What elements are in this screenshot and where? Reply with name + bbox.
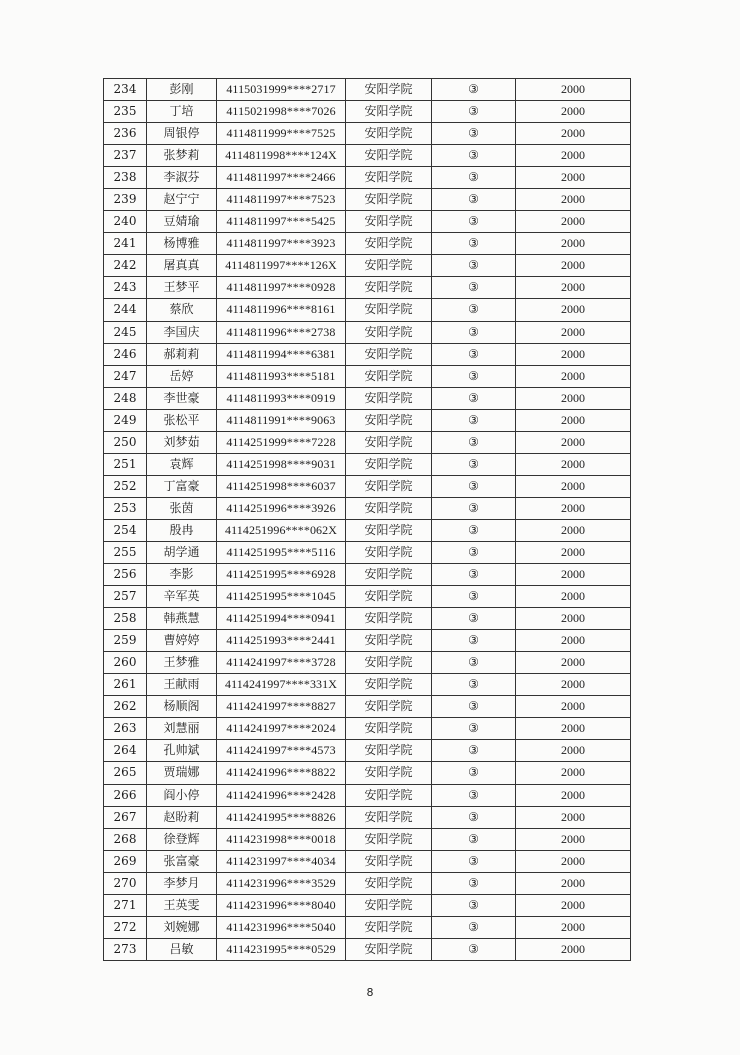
id-number-cell: 4114251995****6928 [217,564,346,586]
level-mark-cell: ③ [432,894,516,916]
row-number-cell: 265 [104,762,147,784]
student-name-cell: 张富豪 [147,850,217,872]
amount-cell: 2000 [516,343,631,365]
student-name-cell: 屠真真 [147,255,217,277]
level-mark-cell: ③ [432,784,516,806]
table-row [104,255,631,277]
table-row [104,696,631,718]
amount-cell: 2000 [516,79,631,101]
amount-cell: 2000 [516,608,631,630]
id-number-cell: 4114251998****9031 [217,453,346,475]
row-number-cell: 269 [104,850,147,872]
student-name-cell: 杨顺阁 [147,696,217,718]
table-row [104,145,631,167]
student-name-cell: 韩燕慧 [147,608,217,630]
student-name-cell: 张茵 [147,497,217,519]
amount-cell: 2000 [516,718,631,740]
level-mark-cell: ③ [432,233,516,255]
amount-cell: 2000 [516,630,631,652]
id-number-cell: 4114251994****0941 [217,608,346,630]
amount-cell: 2000 [516,475,631,497]
school-name-cell: 安阳学院 [346,740,432,762]
table-row [104,894,631,916]
amount-cell: 2000 [516,938,631,960]
id-number-cell: 4114811993****5181 [217,365,346,387]
row-number-cell: 251 [104,453,147,475]
level-mark-cell: ③ [432,79,516,101]
student-name-cell: 丁富豪 [147,475,217,497]
amount-cell: 2000 [516,101,631,123]
amount-cell: 2000 [516,806,631,828]
row-number-cell: 250 [104,431,147,453]
row-number-cell: 258 [104,608,147,630]
school-name-cell: 安阳学院 [346,762,432,784]
table-row [104,409,631,431]
row-number-cell: 270 [104,872,147,894]
level-mark-cell: ③ [432,608,516,630]
level-mark-cell: ③ [432,101,516,123]
level-mark-cell: ③ [432,475,516,497]
id-number-cell: 4114251995****5116 [217,541,346,563]
table-row [104,718,631,740]
row-number-cell: 242 [104,255,147,277]
level-mark-cell: ③ [432,564,516,586]
level-mark-cell: ③ [432,696,516,718]
row-number-cell: 264 [104,740,147,762]
id-number-cell: 4114811999****7525 [217,123,346,145]
row-number-cell: 263 [104,718,147,740]
school-name-cell: 安阳学院 [346,189,432,211]
student-name-cell: 王英雯 [147,894,217,916]
student-name-cell: 贾瑞娜 [147,762,217,784]
table-row [104,475,631,497]
student-name-cell: 胡学通 [147,541,217,563]
table-row [104,387,631,409]
level-mark-cell: ③ [432,321,516,343]
amount-cell: 2000 [516,696,631,718]
table-row [104,608,631,630]
id-number-cell: 4114241995****8826 [217,806,346,828]
id-number-cell: 4114241997****331X [217,674,346,696]
row-number-cell: 271 [104,894,147,916]
amount-cell: 2000 [516,762,631,784]
school-name-cell: 安阳学院 [346,365,432,387]
school-name-cell: 安阳学院 [346,409,432,431]
school-name-cell: 安阳学院 [346,497,432,519]
table-row [104,189,631,211]
row-number-cell: 261 [104,674,147,696]
id-number-cell: 4114241997****8827 [217,696,346,718]
school-name-cell: 安阳学院 [346,850,432,872]
school-name-cell: 安阳学院 [346,299,432,321]
row-number-cell: 253 [104,497,147,519]
school-name-cell: 安阳学院 [346,211,432,233]
level-mark-cell: ③ [432,431,516,453]
level-mark-cell: ③ [432,630,516,652]
student-name-cell: 彭刚 [147,79,217,101]
student-name-cell: 袁辉 [147,453,217,475]
student-name-cell: 丁培 [147,101,217,123]
level-mark-cell: ③ [432,519,516,541]
student-name-cell: 蔡欣 [147,299,217,321]
school-name-cell: 安阳学院 [346,696,432,718]
student-name-cell: 曹婷婷 [147,630,217,652]
id-number-cell: 4114231998****0018 [217,828,346,850]
amount-cell: 2000 [516,409,631,431]
row-number-cell: 235 [104,101,147,123]
id-number-cell: 4114251996****062X [217,519,346,541]
row-number-cell: 262 [104,696,147,718]
id-number-cell: 4114231996****8040 [217,894,346,916]
student-table [103,78,631,961]
id-number-cell: 4114811996****8161 [217,299,346,321]
amount-cell: 2000 [516,564,631,586]
amount-cell: 2000 [516,519,631,541]
level-mark-cell: ③ [432,740,516,762]
id-number-cell: 4114241996****2428 [217,784,346,806]
student-name-cell: 吕敏 [147,938,217,960]
row-number-cell: 256 [104,564,147,586]
school-name-cell: 安阳学院 [346,564,432,586]
row-number-cell: 240 [104,211,147,233]
table-row [104,277,631,299]
row-number-cell: 249 [104,409,147,431]
level-mark-cell: ③ [432,828,516,850]
school-name-cell: 安阳学院 [346,167,432,189]
amount-cell: 2000 [516,586,631,608]
level-mark-cell: ③ [432,409,516,431]
table-row [104,674,631,696]
amount-cell: 2000 [516,167,631,189]
level-mark-cell: ③ [432,541,516,563]
level-mark-cell: ③ [432,652,516,674]
student-name-cell: 郝莉莉 [147,343,217,365]
level-mark-cell: ③ [432,453,516,475]
id-number-cell: 4114251993****2441 [217,630,346,652]
table-row [104,519,631,541]
row-number-cell: 246 [104,343,147,365]
school-name-cell: 安阳学院 [346,277,432,299]
amount-cell: 2000 [516,850,631,872]
amount-cell: 2000 [516,277,631,299]
student-name-cell: 李影 [147,564,217,586]
amount-cell: 2000 [516,123,631,145]
amount-cell: 2000 [516,321,631,343]
amount-cell: 2000 [516,387,631,409]
id-number-cell: 4114811997****126X [217,255,346,277]
amount-cell: 2000 [516,211,631,233]
school-name-cell: 安阳学院 [346,608,432,630]
school-name-cell: 安阳学院 [346,145,432,167]
school-name-cell: 安阳学院 [346,916,432,938]
table-row [104,123,631,145]
level-mark-cell: ③ [432,343,516,365]
school-name-cell: 安阳学院 [346,630,432,652]
page-number: 8 [366,986,374,999]
student-name-cell: 刘婉娜 [147,916,217,938]
row-number-cell: 236 [104,123,147,145]
row-number-cell: 260 [104,652,147,674]
student-name-cell: 辛军英 [147,586,217,608]
school-name-cell: 安阳学院 [346,541,432,563]
id-number-cell: 4114231996****3529 [217,872,346,894]
level-mark-cell: ③ [432,277,516,299]
row-number-cell: 266 [104,784,147,806]
table-row [104,916,631,938]
id-number-cell: 4114811996****2738 [217,321,346,343]
amount-cell: 2000 [516,453,631,475]
school-name-cell: 安阳学院 [346,894,432,916]
student-name-cell: 李淑芬 [147,167,217,189]
table-row [104,938,631,960]
student-name-cell: 王梦雅 [147,652,217,674]
amount-cell: 2000 [516,541,631,563]
id-number-cell: 4115031999****2717 [217,79,346,101]
row-number-cell: 267 [104,806,147,828]
table-row [104,762,631,784]
amount-cell: 2000 [516,828,631,850]
row-number-cell: 245 [104,321,147,343]
amount-cell: 2000 [516,894,631,916]
school-name-cell: 安阳学院 [346,938,432,960]
amount-cell: 2000 [516,740,631,762]
table-row [104,652,631,674]
student-name-cell: 孔帅斌 [147,740,217,762]
id-number-cell: 4114811997****5425 [217,211,346,233]
amount-cell: 2000 [516,145,631,167]
student-name-cell: 张松平 [147,409,217,431]
school-name-cell: 安阳学院 [346,255,432,277]
id-number-cell: 4114231996****5040 [217,916,346,938]
id-number-cell: 4115021998****7026 [217,101,346,123]
amount-cell: 2000 [516,255,631,277]
school-name-cell: 安阳学院 [346,828,432,850]
level-mark-cell: ③ [432,762,516,784]
student-name-cell: 徐登辉 [147,828,217,850]
row-number-cell: 272 [104,916,147,938]
amount-cell: 2000 [516,431,631,453]
student-name-cell: 李世豪 [147,387,217,409]
id-number-cell: 4114811997****2466 [217,167,346,189]
table-row [104,321,631,343]
school-name-cell: 安阳学院 [346,519,432,541]
amount-cell: 2000 [516,652,631,674]
table-row [104,233,631,255]
level-mark-cell: ③ [432,718,516,740]
student-name-cell: 殷冉 [147,519,217,541]
amount-cell: 2000 [516,784,631,806]
amount-cell: 2000 [516,233,631,255]
level-mark-cell: ③ [432,123,516,145]
row-number-cell: 273 [104,938,147,960]
table-body [104,79,631,961]
student-name-cell: 李国庆 [147,321,217,343]
school-name-cell: 安阳学院 [346,586,432,608]
level-mark-cell: ③ [432,255,516,277]
row-number-cell: 254 [104,519,147,541]
table-row [104,740,631,762]
id-number-cell: 4114811997****3923 [217,233,346,255]
row-number-cell: 257 [104,586,147,608]
student-name-cell: 岳婷 [147,365,217,387]
student-name-cell: 豆婧瑜 [147,211,217,233]
table-row [104,365,631,387]
table-row [104,541,631,563]
id-number-cell: 4114811998****124X [217,145,346,167]
level-mark-cell: ③ [432,938,516,960]
id-number-cell: 4114811997****7523 [217,189,346,211]
school-name-cell: 安阳学院 [346,321,432,343]
table-row [104,453,631,475]
table-row [104,211,631,233]
id-number-cell: 4114231995****0529 [217,938,346,960]
id-number-cell: 4114241997****2024 [217,718,346,740]
id-number-cell: 4114811991****9063 [217,409,346,431]
row-number-cell: 243 [104,277,147,299]
level-mark-cell: ③ [432,211,516,233]
amount-cell: 2000 [516,365,631,387]
level-mark-cell: ③ [432,674,516,696]
table-row [104,872,631,894]
id-number-cell: 4114241997****3728 [217,652,346,674]
school-name-cell: 安阳学院 [346,475,432,497]
level-mark-cell: ③ [432,872,516,894]
level-mark-cell: ③ [432,806,516,828]
school-name-cell: 安阳学院 [346,718,432,740]
student-name-cell: 赵盼莉 [147,806,217,828]
row-number-cell: 259 [104,630,147,652]
row-number-cell: 248 [104,387,147,409]
student-name-cell: 杨博雅 [147,233,217,255]
table-row [104,806,631,828]
level-mark-cell: ③ [432,145,516,167]
school-name-cell: 安阳学院 [346,806,432,828]
id-number-cell: 4114241997****4573 [217,740,346,762]
amount-cell: 2000 [516,299,631,321]
school-name-cell: 安阳学院 [346,233,432,255]
table-row [104,497,631,519]
row-number-cell: 237 [104,145,147,167]
row-number-cell: 255 [104,541,147,563]
table-row [104,299,631,321]
amount-cell: 2000 [516,674,631,696]
level-mark-cell: ③ [432,167,516,189]
table-row [104,784,631,806]
id-number-cell: 4114811993****0919 [217,387,346,409]
school-name-cell: 安阳学院 [346,674,432,696]
amount-cell: 2000 [516,497,631,519]
row-number-cell: 234 [104,79,147,101]
amount-cell: 2000 [516,872,631,894]
school-name-cell: 安阳学院 [346,343,432,365]
student-name-cell: 刘梦茹 [147,431,217,453]
level-mark-cell: ③ [432,189,516,211]
row-number-cell: 244 [104,299,147,321]
school-name-cell: 安阳学院 [346,101,432,123]
level-mark-cell: ③ [432,916,516,938]
id-number-cell: 4114231997****4034 [217,850,346,872]
school-name-cell: 安阳学院 [346,431,432,453]
row-number-cell: 247 [104,365,147,387]
row-number-cell: 252 [104,475,147,497]
table-row [104,630,631,652]
student-name-cell: 张梦莉 [147,145,217,167]
id-number-cell: 4114241996****8822 [217,762,346,784]
id-number-cell: 4114251999****7228 [217,431,346,453]
school-name-cell: 安阳学院 [346,872,432,894]
table-row [104,101,631,123]
row-number-cell: 241 [104,233,147,255]
row-number-cell: 268 [104,828,147,850]
student-name-cell: 王献雨 [147,674,217,696]
table-row [104,586,631,608]
school-name-cell: 安阳学院 [346,79,432,101]
level-mark-cell: ③ [432,497,516,519]
table-row [104,850,631,872]
amount-cell: 2000 [516,916,631,938]
id-number-cell: 4114251996****3926 [217,497,346,519]
school-name-cell: 安阳学院 [346,784,432,806]
row-number-cell: 239 [104,189,147,211]
table-row [104,343,631,365]
id-number-cell: 4114811994****6381 [217,343,346,365]
student-name-cell: 刘慧丽 [147,718,217,740]
table-row [104,828,631,850]
student-name-cell: 阎小停 [147,784,217,806]
student-name-cell: 赵宁宁 [147,189,217,211]
level-mark-cell: ③ [432,365,516,387]
table-row [104,431,631,453]
table-row [104,564,631,586]
school-name-cell: 安阳学院 [346,652,432,674]
table-row [104,167,631,189]
table-row [104,79,631,101]
school-name-cell: 安阳学院 [346,453,432,475]
id-number-cell: 4114811997****0928 [217,277,346,299]
school-name-cell: 安阳学院 [346,123,432,145]
student-name-cell: 李梦月 [147,872,217,894]
row-number-cell: 238 [104,167,147,189]
level-mark-cell: ③ [432,299,516,321]
level-mark-cell: ③ [432,387,516,409]
id-number-cell: 4114251995****1045 [217,586,346,608]
level-mark-cell: ③ [432,850,516,872]
level-mark-cell: ③ [432,586,516,608]
school-name-cell: 安阳学院 [346,387,432,409]
id-number-cell: 4114251998****6037 [217,475,346,497]
student-name-cell: 王梦平 [147,277,217,299]
amount-cell: 2000 [516,189,631,211]
student-name-cell: 周银停 [147,123,217,145]
